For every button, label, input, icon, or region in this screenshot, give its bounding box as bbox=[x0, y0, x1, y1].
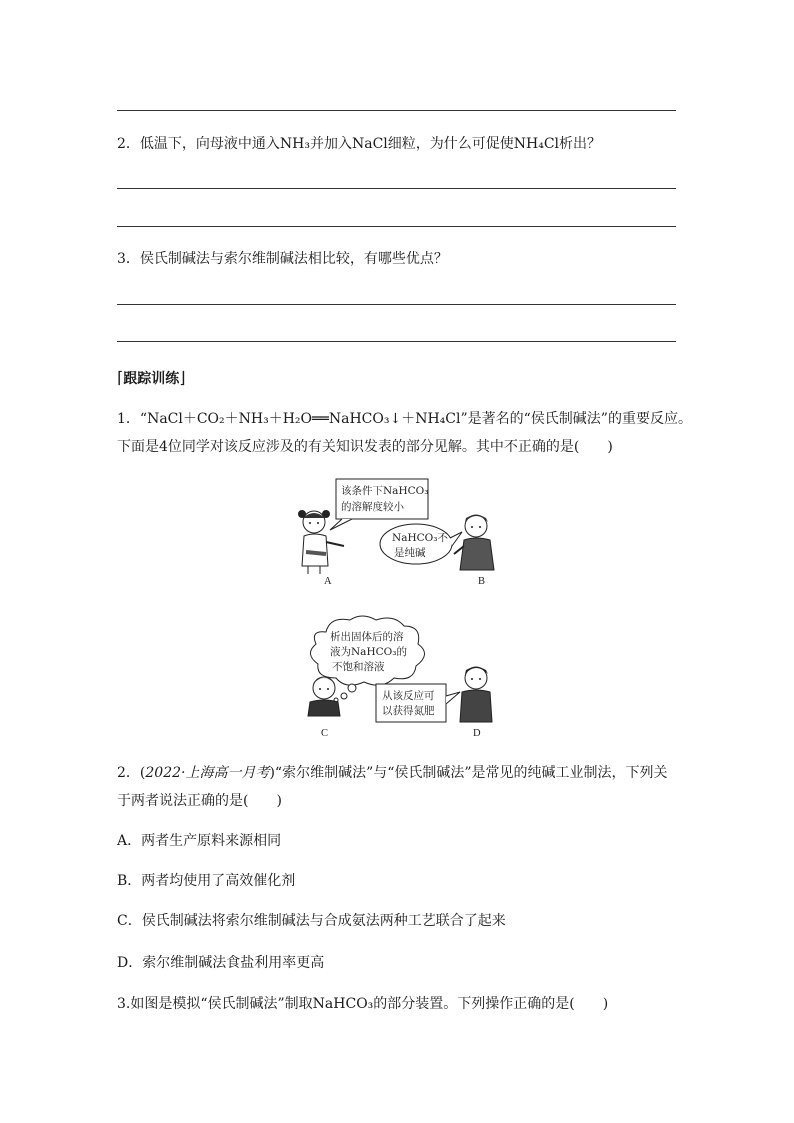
exercise-1-line-1: 1．“NaCl＋CO₂＋NH₃＋H₂O══NaHCO₃↓＋NH₄Cl”是著名的“侯氏制碱法”的重要反应。 bbox=[117, 411, 692, 427]
speech-d-line-2: 以获得氮肥 bbox=[382, 705, 435, 717]
speech-b-line-1: NaHCO₃不 bbox=[392, 532, 448, 544]
exercise-3-line-1: 3.如图是模拟“侯氏制碱法”制取NaHCO₃的部分装置。下列操作正确的是( ) bbox=[117, 996, 609, 1012]
exercise-2-prefix: 2．( bbox=[117, 765, 146, 781]
question-2: 2．低温下，向母液中通入NH₃并加入NaCl细粒，为什么可促使NH₄Cl析出？ bbox=[117, 136, 602, 152]
question-3: 3．侯氏制碱法与索尔维制碱法相比较，有哪些优点？ bbox=[117, 251, 448, 267]
label-b: B bbox=[478, 576, 486, 587]
exercise-1-line-2: 下面是4位同学对该反应涉及的有关知识发表的部分见解。其中不正确的是( ) bbox=[117, 439, 613, 455]
option-c: C．侯氏制碱法将索尔维制碱法与合成氨法两种工艺联合了起来 bbox=[117, 913, 506, 929]
answer-line bbox=[117, 110, 676, 111]
right-bracket: ⌋ bbox=[179, 368, 186, 387]
speech-a-line-2: 的溶解度较小 bbox=[341, 501, 404, 513]
speech-box-d bbox=[376, 684, 460, 722]
figure-students-a-b bbox=[290, 474, 510, 592]
option-a: A．两者生产原料来源相同 bbox=[117, 833, 282, 849]
section-heading bbox=[117, 368, 186, 388]
thought-c-line-3: 不饱和溶液 bbox=[332, 661, 385, 673]
speech-a-line-1: 该条件下NaHCO₃ bbox=[341, 485, 429, 497]
label-c: C bbox=[321, 728, 329, 739]
figure-students-c-d bbox=[298, 612, 508, 740]
speech-box-a bbox=[330, 479, 428, 530]
student-b-figure bbox=[454, 515, 494, 570]
student-a-figure bbox=[298, 510, 344, 574]
label-a: A bbox=[324, 576, 332, 587]
label-d: D bbox=[473, 728, 481, 739]
thought-c-line-1: 析出固体后的溶 bbox=[330, 631, 404, 643]
student-c-figure bbox=[308, 677, 340, 716]
answer-line bbox=[117, 341, 676, 342]
left-bracket: ⌈ bbox=[117, 368, 124, 387]
exercise-2-line-1-rest: )“索尔维制碱法”与“侯氏制碱法”是常见的纯碱工业制法，下列关 bbox=[269, 765, 668, 781]
speech-d-line-1: 从该反应可 bbox=[382, 690, 435, 702]
exercise-2-source: 2022·上海高一月考 bbox=[145, 765, 270, 781]
speech-b-line-2: 是纯碱 bbox=[394, 547, 426, 559]
answer-line bbox=[117, 188, 676, 189]
answer-line bbox=[117, 304, 676, 305]
thought-c-line-2: 液为NaHCO₃的 bbox=[330, 646, 407, 658]
exercise-2-line-1 bbox=[117, 764, 668, 782]
section-title: 跟踪训练 bbox=[123, 371, 180, 387]
speech-bubble-b bbox=[380, 524, 462, 564]
option-d: D．索尔维制碱法食盐利用率更高 bbox=[117, 955, 325, 971]
option-b: B．两者均使用了高效催化剂 bbox=[117, 873, 296, 889]
exercise-2-line-2: 于两者说法正确的是( ) bbox=[117, 793, 282, 809]
student-d-figure bbox=[460, 667, 492, 722]
answer-line bbox=[117, 226, 676, 227]
